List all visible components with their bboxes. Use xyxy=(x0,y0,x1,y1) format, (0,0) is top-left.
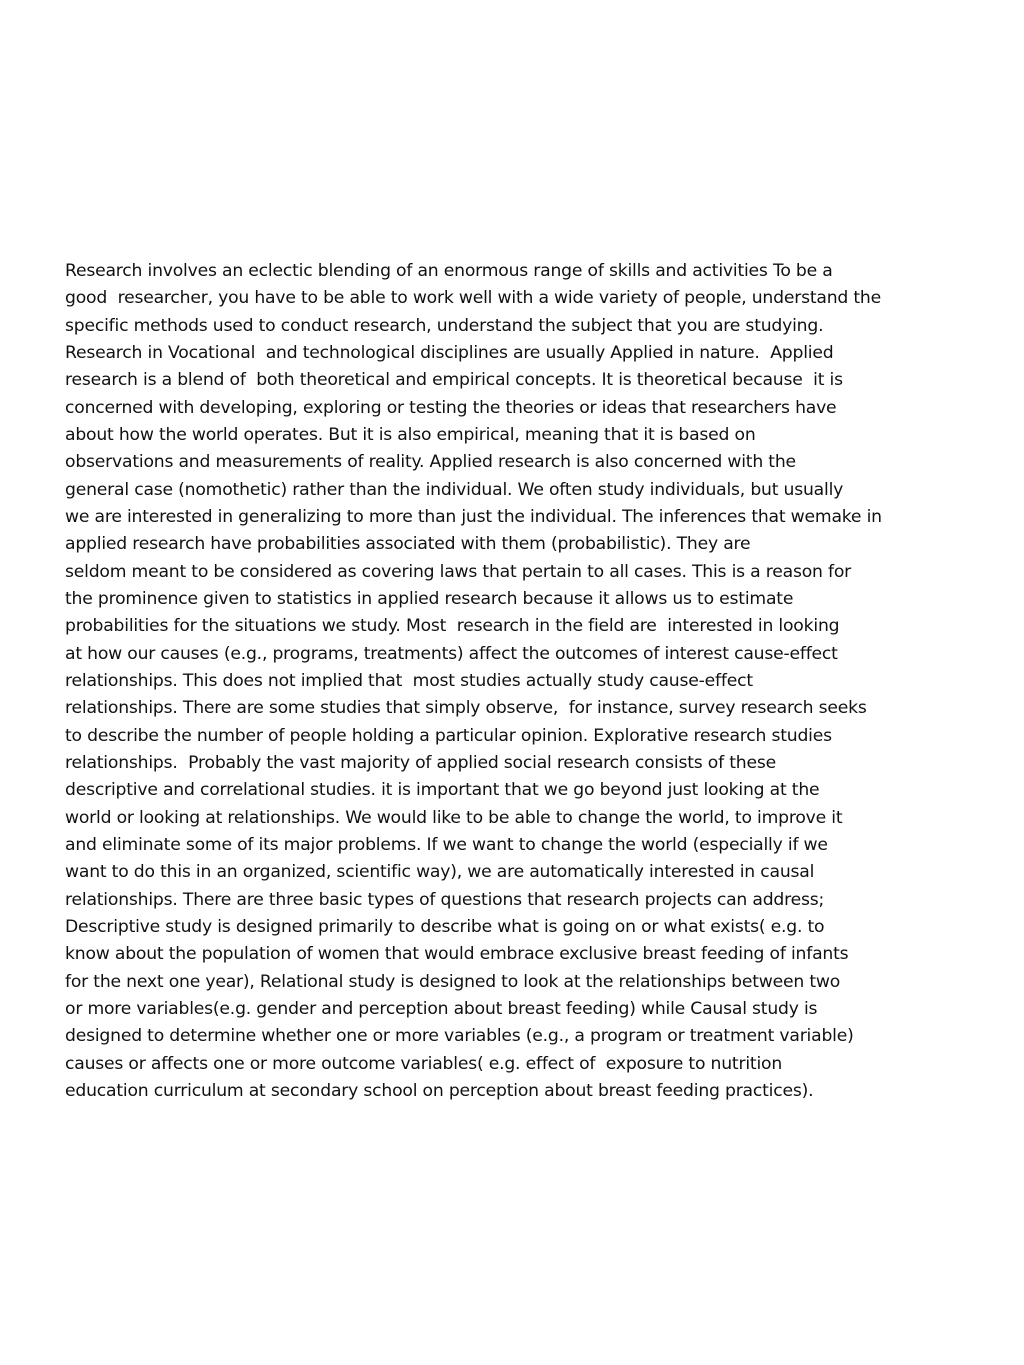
text-line: about how the world operates. But it is also empirical, meaning that it is based on xyxy=(65,424,756,445)
text-line: relationships. This does not implied that most studies actually study cause-effect xyxy=(65,670,753,691)
text-line: Research involves an eclectic blending of an enormous range of skills and activities To be a xyxy=(65,261,833,281)
text-line: Descriptive study is designed primarily to describe what is going on or what exists( e.g. to xyxy=(65,916,825,937)
text-line: descriptive and correlational studies. it is important that we go beyond just looking at the xyxy=(65,780,820,801)
text-line: world or looking at relationships. We would like to be able to change the world, to improve it xyxy=(65,807,843,828)
text-line: to describe the number of people holding a particular opinion. Explorative research studies xyxy=(65,725,832,746)
text-line: general case (nomothetic) rather than the individual. We often study individuals, but usually xyxy=(65,479,844,500)
text-line: causes or affects one or more outcome variables( e.g. effect of exposure to nutrition xyxy=(65,1053,783,1074)
text-line: concerned with developing, exploring or testing the theories or ideas that researchers have xyxy=(65,397,837,418)
text-line: good researcher, you have to be able to work well with a wide variety of people, understand the xyxy=(65,288,881,309)
text-line: research is a blend of both theoretical and empirical concepts. It is theoretical because it is xyxy=(65,370,843,391)
text-line: at how our causes (e.g., programs, treatments) affect the outcomes of interest cause-effect xyxy=(65,643,838,664)
text-line: applied research have probabilities associated with them (probabilistic). They are xyxy=(65,534,751,555)
text-line: or more variables(e.g. gender and perception about breast feeding) while Causal study is xyxy=(65,998,818,1019)
text-line: we are interested in generalizing to more than just the individual. The inferences that wemake in xyxy=(65,506,882,527)
text-line: probabilities for the situations we study. Most research in the field are interested in looking xyxy=(65,616,840,637)
body-paragraph xyxy=(65,258,965,1105)
text-line: want to do this in an organized, scientific way), we are automatically interested in causal xyxy=(65,862,815,883)
text-line: Research in Vocational and technological disciplines are usually Applied in nature. Applied xyxy=(65,342,834,363)
text-line: and eliminate some of its major problems. If we want to change the world (especially if we xyxy=(65,834,828,855)
text-line: specific methods used to conduct research, understand the subject that you are studying. xyxy=(65,315,824,336)
text-line: designed to determine whether one or more variables (e.g., a program or treatment variable) xyxy=(65,1026,854,1047)
text-line: observations and measurements of reality. Applied research is also concerned with the xyxy=(65,452,796,473)
text-line: the prominence given to statistics in applied research because it allows us to estimate xyxy=(65,588,794,609)
text-line: for the next one year), Relational study is designed to look at the relationships between two xyxy=(65,971,841,992)
text-line: know about the population of women that would embrace exclusive breast feeding of infants xyxy=(65,944,849,965)
text-line: seldom meant to be considered as covering laws that pertain to all cases. This is a reason for xyxy=(65,561,852,582)
text-line: education curriculum at secondary school on perception about breast feeding practices). xyxy=(65,1080,814,1101)
text-line: relationships. There are three basic types of questions that research projects can address; xyxy=(65,889,825,910)
text-line: relationships. There are some studies that simply observe, for instance, survey research seeks xyxy=(65,698,867,719)
text-line: relationships. Probably the vast majority of applied social research consists of these xyxy=(65,752,776,773)
